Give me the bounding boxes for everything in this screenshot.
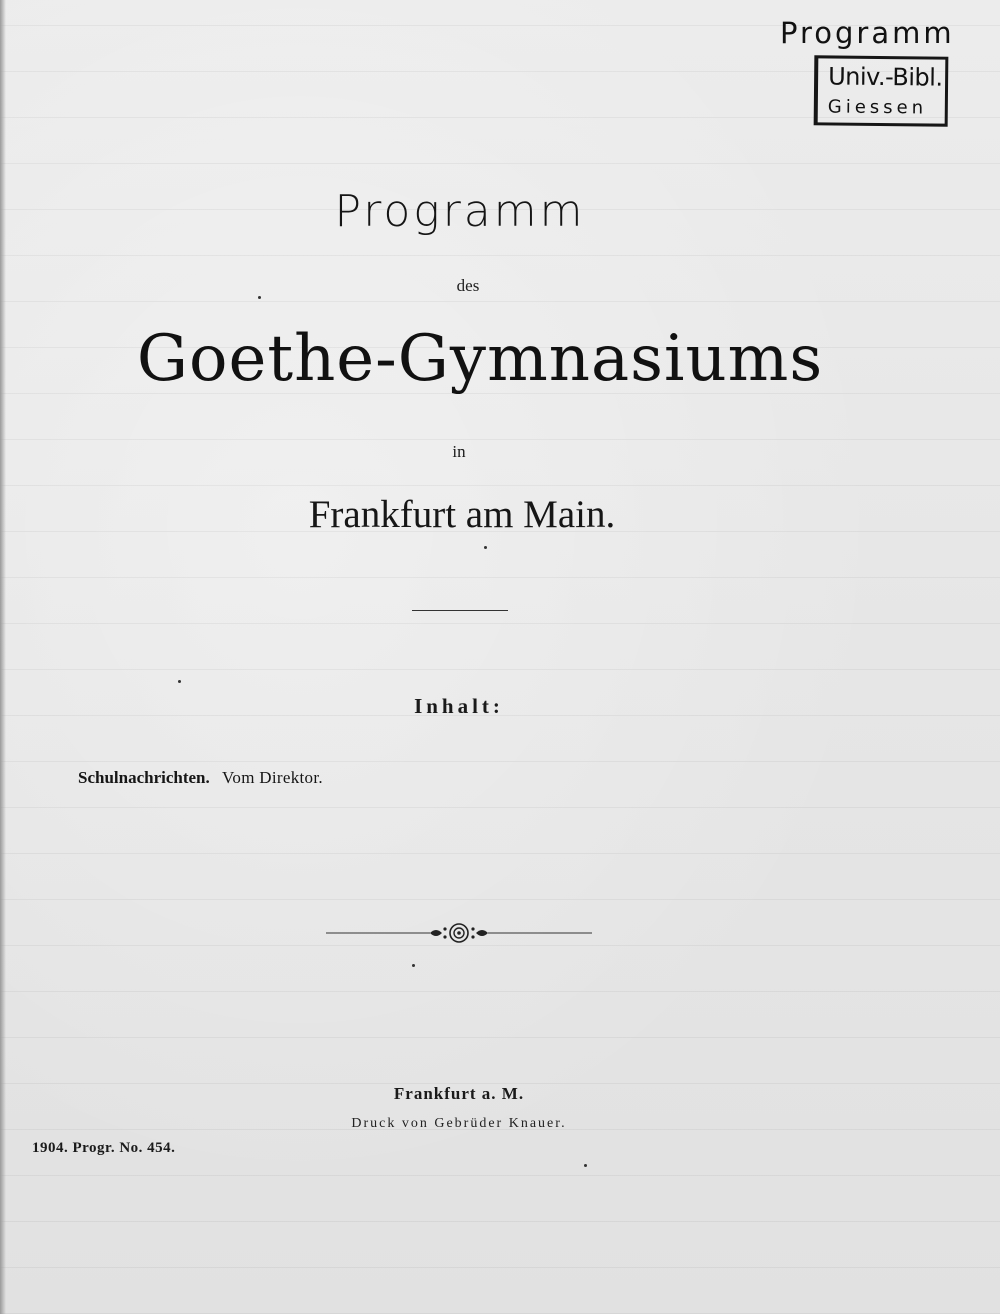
ink-speck xyxy=(584,1164,587,1167)
ink-speck xyxy=(412,964,415,967)
stamp-label: Programm xyxy=(780,16,955,50)
stamp-city: Giessen xyxy=(827,96,928,119)
ink-speck xyxy=(178,680,181,683)
catalog-number: 1904. Progr. No. 454. xyxy=(32,1140,176,1156)
divider-rule xyxy=(412,610,508,611)
stamp-library-name: Univ.-Bibl. xyxy=(828,62,943,92)
contents-item: Schulnachrichten. xyxy=(78,768,210,787)
school-name: Goethe-Gymnasiums xyxy=(136,322,824,396)
imprint-printer: Druck von Gebrüder Knauer. xyxy=(351,1116,567,1131)
contents-author: Vom Direktor. xyxy=(222,768,323,787)
ink-speck xyxy=(258,296,261,299)
page-title: Programm xyxy=(334,186,586,237)
library-stamp xyxy=(814,55,949,126)
contents-entry xyxy=(78,768,323,788)
title-article: des xyxy=(456,276,480,295)
contents-heading: Inhalt: xyxy=(414,694,504,718)
ink-speck xyxy=(484,546,487,549)
city-name: Frankfurt am Main. xyxy=(308,493,616,536)
title-preposition: in xyxy=(452,442,466,461)
imprint-place: Frankfurt a. M. xyxy=(393,1084,525,1103)
ornament-divider-icon xyxy=(326,918,592,948)
